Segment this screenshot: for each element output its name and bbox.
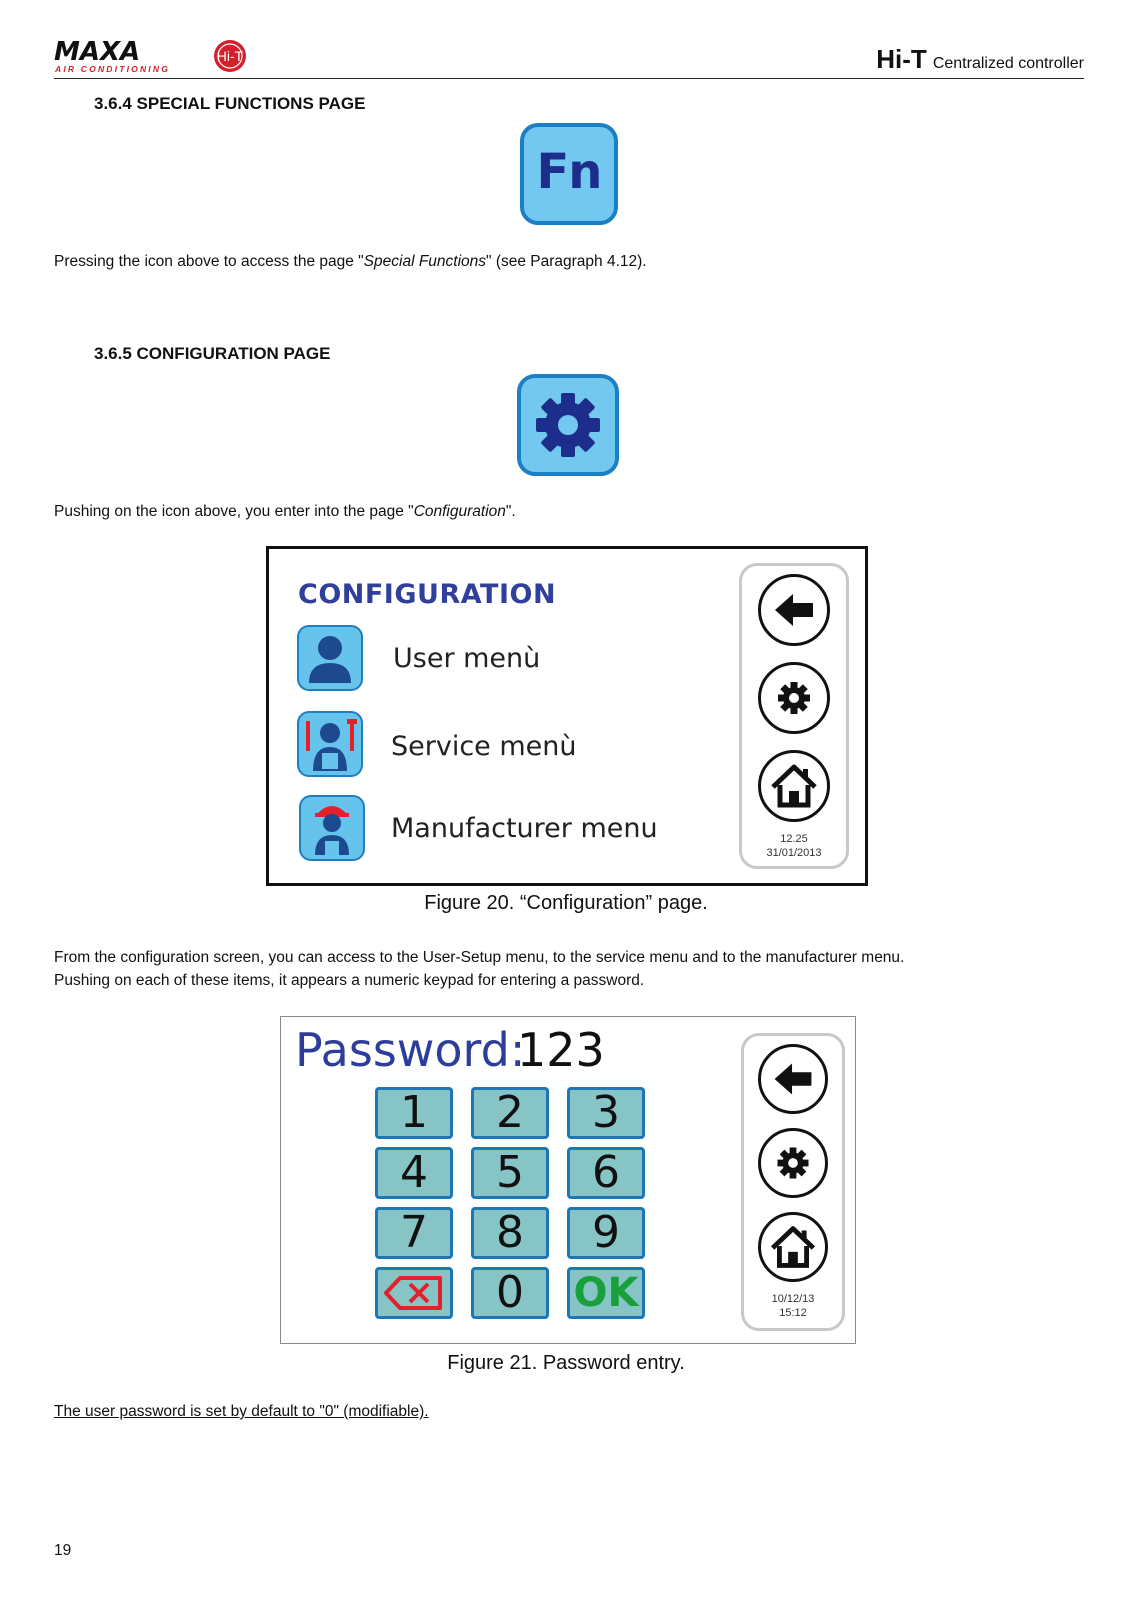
ok-key[interactable]: OK	[567, 1267, 645, 1319]
configuration-paragraph	[54, 500, 516, 523]
page-number: 19	[54, 1542, 72, 1559]
menu-item-service[interactable]	[297, 711, 717, 781]
menu-item-label: User menù	[393, 643, 541, 674]
date-text: 31/01/2013	[766, 847, 822, 859]
back-arrow-icon	[761, 577, 827, 643]
configuration-description	[54, 946, 1084, 992]
menu-item-manufacturer[interactable]	[297, 795, 717, 865]
home-button[interactable]	[758, 750, 830, 822]
key-4[interactable]: 4	[375, 1147, 453, 1199]
home-icon	[761, 753, 827, 819]
back-button[interactable]	[758, 574, 830, 646]
home-button[interactable]	[758, 1212, 828, 1282]
section-heading-special-functions: 3.6.4 SPECIAL FUNCTIONS PAGE	[94, 94, 366, 113]
menu-item-user[interactable]	[297, 625, 717, 695]
configuration-title: CONFIGURATION	[298, 579, 557, 610]
settings-button[interactable]	[758, 1128, 828, 1198]
key-5[interactable]: 5	[471, 1147, 549, 1199]
para-italic: Configuration	[413, 503, 506, 520]
configuration-screen	[266, 546, 868, 886]
key-9[interactable]: 9	[567, 1207, 645, 1259]
header-rule	[54, 78, 1084, 79]
key-3[interactable]: 3	[567, 1087, 645, 1139]
back-arrow-icon	[761, 1047, 825, 1111]
special-functions-paragraph	[54, 250, 647, 273]
password-label: Password:	[295, 1023, 526, 1077]
key-2[interactable]: 2	[471, 1087, 549, 1139]
time-text: 12.25	[780, 833, 808, 845]
key-0[interactable]: 0	[471, 1267, 549, 1319]
para-text: Pushing on the icon above, you enter into the page "	[54, 503, 414, 520]
user-icon	[297, 625, 363, 691]
product-title	[876, 44, 1084, 75]
password-screen	[280, 1016, 856, 1344]
para-text: ".	[505, 503, 516, 520]
service-icon	[297, 711, 363, 777]
para-line: From the configuration screen, you can access to the User-Setup menu, to the service menu and to the manufacturer menu.	[54, 949, 905, 966]
para-text: " (see Paragraph 4.12).	[486, 253, 647, 270]
key-6[interactable]: 6	[567, 1147, 645, 1199]
back-button[interactable]	[758, 1044, 828, 1114]
figure-20-caption: Figure 20. “Configuration” page.	[424, 892, 708, 914]
default-password-note: The user password is set by default to "0" (modifiable).	[54, 1403, 429, 1420]
gear-icon	[761, 1131, 825, 1195]
settings-button[interactable]	[758, 662, 830, 734]
brand-logo	[54, 40, 254, 76]
manufacturer-icon	[299, 795, 365, 861]
brand-name: MAXA	[54, 40, 141, 67]
product-subtitle: Centralized controller	[932, 55, 1084, 72]
home-icon	[761, 1215, 825, 1279]
gear-icon	[517, 374, 619, 476]
hit-badge-icon	[214, 40, 246, 72]
para-line: Pushing on each of these items, it appears a numeric keypad for entering a password.	[54, 972, 645, 989]
date-text: 10/12/13	[771, 1293, 815, 1305]
product-name: Hi-T	[876, 44, 927, 74]
menu-item-label: Service menù	[391, 731, 577, 762]
gear-icon	[761, 665, 827, 731]
section-heading-configuration: 3.6.5 CONFIGURATION PAGE	[94, 344, 331, 363]
menu-item-label: Manufacturer menu	[391, 813, 658, 844]
figure-21-caption: Figure 21. Password entry.	[447, 1352, 685, 1374]
para-italic: Special Functions	[363, 253, 487, 270]
delete-key[interactable]	[375, 1267, 453, 1319]
side-panel	[739, 563, 849, 869]
side-panel	[741, 1033, 845, 1331]
key-8[interactable]: 8	[471, 1207, 549, 1259]
key-7[interactable]: 7	[375, 1207, 453, 1259]
datetime-stamp	[742, 832, 846, 860]
password-value[interactable]: 123	[517, 1023, 605, 1077]
fn-icon-text: Fn	[536, 144, 602, 200]
backspace-icon	[378, 1270, 450, 1316]
brand-tagline: AIR CONDITIONING	[55, 64, 171, 74]
time-text: 15:12	[779, 1307, 807, 1319]
fn-icon	[520, 123, 618, 225]
hit-badge-text: Hi-T	[216, 48, 244, 64]
datetime-stamp	[744, 1292, 842, 1320]
key-1[interactable]: 1	[375, 1087, 453, 1139]
para-text: Pressing the icon above to access the page "	[54, 253, 364, 270]
